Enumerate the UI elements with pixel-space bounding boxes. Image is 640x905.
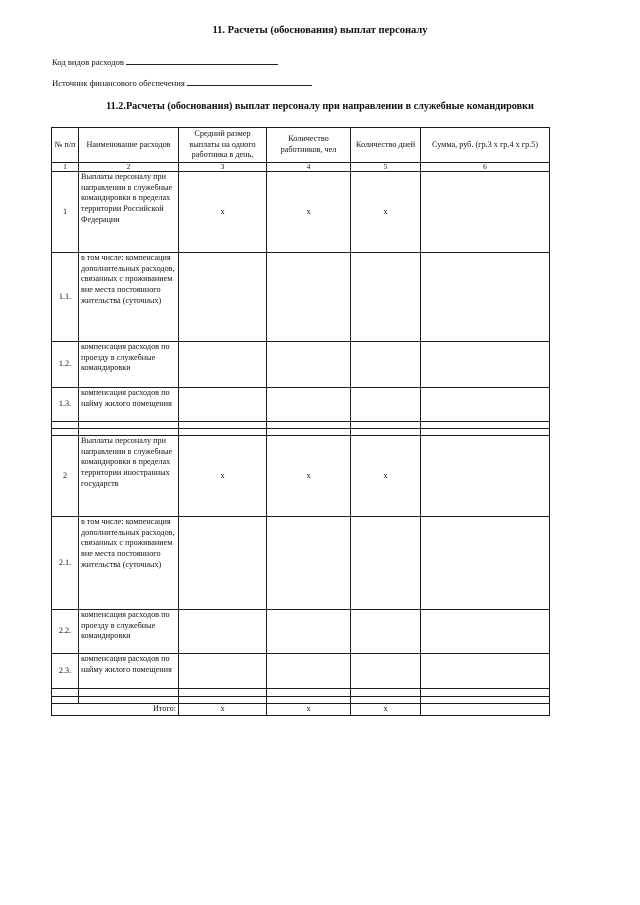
expense-name: в том числе: компенсация дополнительных расходов, связанных с проживанием вне места постоянного жительства (суточных) (79, 517, 179, 610)
table-row (52, 436, 550, 517)
table-header-row (52, 128, 550, 163)
column-number: 5 (351, 163, 421, 172)
expense-name (79, 422, 179, 429)
sum-cell (421, 697, 550, 704)
sum-cell (421, 517, 550, 610)
column-numbers-row (52, 163, 550, 172)
workers-count-cell: x (267, 172, 351, 253)
expense-name (79, 689, 179, 697)
table-row (52, 517, 550, 610)
funding-source-label: Источник финансового обеспечения (52, 78, 185, 88)
empty-table-row (52, 429, 550, 436)
workers-count-cell (267, 689, 351, 697)
avg-payment-cell (179, 253, 267, 342)
sum-cell (421, 388, 550, 422)
total-workers: x (267, 704, 351, 716)
sum-cell (421, 429, 550, 436)
row-number: 2.1. (52, 517, 79, 610)
expense-name (79, 697, 179, 704)
header-cell: № п/п (52, 128, 79, 163)
sum-cell (421, 253, 550, 342)
section-subtitle: 11.2.Расчеты (обоснования) выплат персоналу при направлении в служебные командировки (106, 101, 534, 112)
days-count-cell (351, 342, 421, 388)
expense-name: компенсация расходов по проезду в служебные командировки (79, 610, 179, 654)
expense-name: Выплаты персоналу при направлении в служебные командировки в пределах территории Российской Федерации (79, 172, 179, 253)
header-cell: Средний размер выплаты на одного работника в день, (179, 128, 267, 163)
page-title: 11. Расчеты (обоснования) выплат персоналу (212, 25, 428, 36)
sum-cell (421, 689, 550, 697)
total-sum (421, 704, 550, 716)
avg-payment-cell (179, 517, 267, 610)
empty-table-row (52, 689, 550, 697)
expense-name (79, 429, 179, 436)
funding-source-field (52, 77, 312, 88)
row-number (52, 697, 79, 704)
total-avg-payment: x (179, 704, 267, 716)
row-number: 2 (52, 436, 79, 517)
avg-payment-cell (179, 388, 267, 422)
avg-payment-cell (179, 654, 267, 689)
days-count-cell (351, 253, 421, 342)
workers-count-cell (267, 429, 351, 436)
days-count-cell (351, 610, 421, 654)
row-number: 1.2. (52, 342, 79, 388)
days-count-cell (351, 697, 421, 704)
sum-cell (421, 610, 550, 654)
column-number: 4 (267, 163, 351, 172)
header-cell: Количество дней (351, 128, 421, 163)
days-count-cell (351, 517, 421, 610)
table-row (52, 342, 550, 388)
table-row (52, 172, 550, 253)
row-number: 1.1. (52, 253, 79, 342)
days-count-cell (351, 388, 421, 422)
days-count-cell (351, 654, 421, 689)
total-days: x (351, 704, 421, 716)
payments-table (51, 127, 550, 716)
sum-cell (421, 172, 550, 253)
header-cell: Сумма, руб. (гр.3 х гр.4 х гр.5) (421, 128, 550, 163)
avg-payment-cell (179, 697, 267, 704)
workers-count-cell (267, 342, 351, 388)
row-number: 1.3. (52, 388, 79, 422)
empty-table-row (52, 697, 550, 704)
row-number (52, 429, 79, 436)
avg-payment-cell: x (179, 172, 267, 253)
expense-name: Выплаты персоналу при направлении в служебные командировки в пределах территории иностранных государств (79, 436, 179, 517)
table-row (52, 388, 550, 422)
expense-code-line[interactable] (126, 56, 278, 65)
row-number (52, 422, 79, 429)
header-cell: Количество работников, чел (267, 128, 351, 163)
sum-cell (421, 342, 550, 388)
empty-table-row (52, 422, 550, 429)
total-label: Итого: (52, 704, 179, 716)
workers-count-cell (267, 422, 351, 429)
avg-payment-cell (179, 610, 267, 654)
column-number: 3 (179, 163, 267, 172)
days-count-cell: x (351, 172, 421, 253)
workers-count-cell (267, 388, 351, 422)
expense-code-label: Код видов расходов (52, 57, 124, 67)
total-row (52, 704, 550, 716)
workers-count-cell (267, 654, 351, 689)
sum-cell (421, 654, 550, 689)
avg-payment-cell (179, 422, 267, 429)
avg-payment-cell (179, 342, 267, 388)
days-count-cell (351, 689, 421, 697)
avg-payment-cell (179, 689, 267, 697)
table-row (52, 253, 550, 342)
expense-name: в том числе: компенсация дополнительных расходов, связанных с проживанием вне места постоянного жительства (суточных) (79, 253, 179, 342)
row-number: 2.3. (52, 654, 79, 689)
sum-cell (421, 436, 550, 517)
expense-name: компенсация расходов по найму жилого помещения (79, 388, 179, 422)
row-number (52, 689, 79, 697)
sum-cell (421, 422, 550, 429)
days-count-cell (351, 422, 421, 429)
column-number: 2 (79, 163, 179, 172)
workers-count-cell: x (267, 436, 351, 517)
expense-code-field (52, 56, 278, 67)
funding-source-line[interactable] (187, 77, 312, 86)
table-row (52, 610, 550, 654)
column-number: 1 (52, 163, 79, 172)
days-count-cell: x (351, 436, 421, 517)
expense-name: компенсация расходов по найму жилого помещения (79, 654, 179, 689)
column-number: 6 (421, 163, 550, 172)
avg-payment-cell (179, 429, 267, 436)
row-number: 1 (52, 172, 79, 253)
workers-count-cell (267, 253, 351, 342)
workers-count-cell (267, 517, 351, 610)
header-cell: Наименование расходов (79, 128, 179, 163)
table-row (52, 654, 550, 689)
avg-payment-cell: x (179, 436, 267, 517)
row-number: 2.2. (52, 610, 79, 654)
workers-count-cell (267, 697, 351, 704)
workers-count-cell (267, 610, 351, 654)
expense-name: компенсация расходов по проезду в служебные командировки (79, 342, 179, 388)
days-count-cell (351, 429, 421, 436)
